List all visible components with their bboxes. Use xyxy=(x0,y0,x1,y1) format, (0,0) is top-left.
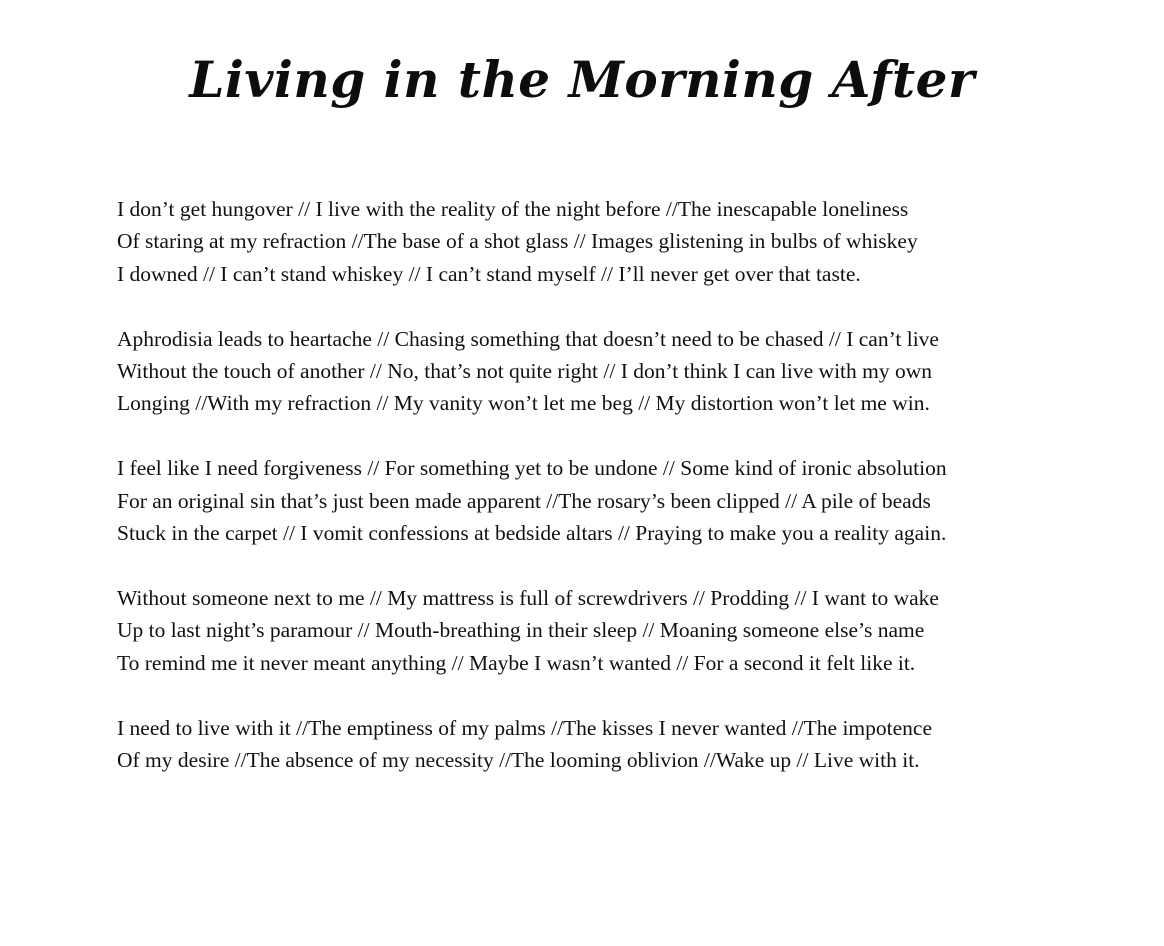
poem-line: Of my desire //The absence of my necessity //The looming oblivion //Wake up // Live with it. xyxy=(117,748,920,773)
poem-line: To remind me it never meant anything // Maybe I wasn’t wanted // For a second it felt like it. xyxy=(117,650,916,675)
poem-title: Living in the Morning After xyxy=(189,50,975,109)
poem-line: I feel like I need forgiveness // For something yet to be undone // Some kind of ironic absolution xyxy=(117,456,947,481)
stanza-4 xyxy=(117,582,1117,679)
poem-line: Without someone next to me // My mattress is full of screwdrivers // Prodding // I want to wake xyxy=(117,586,939,611)
poem-line: Up to last night’s paramour // Mouth-breathing in their sleep // Moaning someone else’s name xyxy=(117,618,925,643)
stanza-3 xyxy=(117,452,1117,549)
poem-line: I downed // I can’t stand whiskey // I can’t stand myself // I’ll never get over that taste. xyxy=(117,261,861,286)
stanza-1 xyxy=(117,193,1117,290)
poem-line: For an original sin that’s just been made apparent //The rosary’s been clipped // A pile of beads xyxy=(117,488,931,513)
poem-line: Of staring at my refraction //The base of a shot glass // Images glistening in bulbs of whiskey xyxy=(117,229,918,254)
stanza-2 xyxy=(117,323,1117,420)
poem-line: I need to live with it //The emptiness of my palms //The kisses I never wanted //The impotence xyxy=(117,715,933,740)
poem-line: Aphrodisia leads to heartache // Chasing something that doesn’t need to be chased // I can’t live xyxy=(117,326,939,351)
poem-line: I don’t get hungover // I live with the reality of the night before //The inescapable loneliness xyxy=(117,197,909,221)
stanza-5 xyxy=(117,712,1117,777)
poem-body xyxy=(117,193,1117,809)
poem-line: Without the touch of another // No, that’s not quite right // I don’t think I can live with my own xyxy=(117,359,933,384)
poem-line: Longing //With my refraction // My vanity won’t let me beg // My distortion won’t let me win. xyxy=(117,391,930,416)
poem-line: Stuck in the carpet // I vomit confessions at bedside altars // Praying to make you a reality again. xyxy=(117,521,947,546)
